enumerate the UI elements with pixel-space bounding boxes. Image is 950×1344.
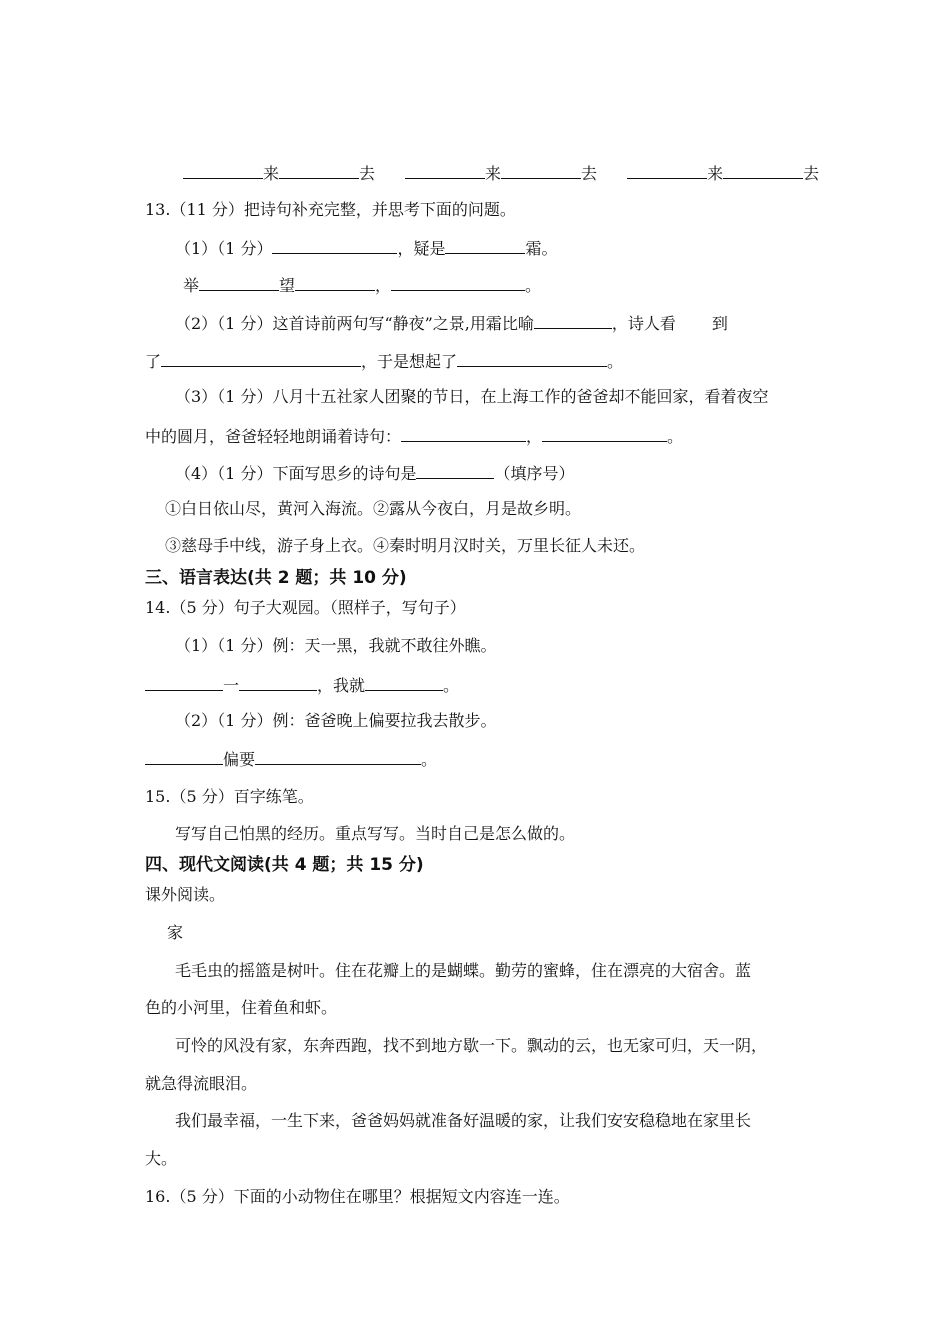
question-text: 一 (223, 676, 240, 695)
answer-blank[interactable] (457, 349, 607, 367)
question-text: 到 (711, 314, 728, 333)
reading-paragraph-2-line-1: 可怜的风没有家，东奔西跑，找不到地方歇一下。飘动的云，也无家可归，天一阴， (175, 1036, 768, 1055)
question-14-part-1-answer (145, 673, 459, 695)
answer-blank[interactable] (161, 349, 361, 367)
question-13-part-1-line-2 (183, 273, 541, 295)
answer-blank[interactable] (199, 273, 279, 291)
answer-blank[interactable] (401, 424, 526, 442)
poem-text: 。 (525, 276, 542, 295)
question-14-title: 14.（5 分）句子大观园。（照样子，写句子） (145, 598, 466, 617)
answer-blank[interactable] (391, 273, 525, 291)
reading-title: 家 (167, 923, 184, 942)
qu-char: 去 (359, 164, 376, 183)
poem-text: 霜。 (525, 239, 558, 258)
poem-text: 举 (183, 276, 200, 295)
question-14-part-2: （2）（1 分）例：爸爸晚上偏要拉我去散步。 (175, 711, 497, 730)
question-13-part-4 (175, 461, 574, 483)
answer-blank[interactable] (183, 161, 263, 179)
section-3-title: 三、语言表达(共 2 题；共 10 分) (145, 568, 407, 588)
reading-paragraph-1-line-2: 色的小河里，住着鱼和虾。 (145, 998, 338, 1017)
question-15-text: 写写自己怕黑的经历。重点写写。当时自己是怎么做的。 (175, 824, 576, 843)
question-13-part-3: （3）（1 分）八月十五社家人团聚的节日，在上海工作的爸爸却不能回家，看着夜空 (175, 387, 769, 406)
question-15-title: 15.（5 分）百字练笔。 (145, 787, 314, 806)
question-13-part-3-line-2 (145, 424, 683, 446)
question-text: ，于是想起了 (361, 352, 458, 371)
answer-blank[interactable] (145, 673, 223, 691)
question-text: （填序号） (494, 464, 575, 483)
answer-blank[interactable] (723, 161, 803, 179)
question-13-part-1 (175, 236, 557, 258)
reading-intro: 课外阅读。 (145, 885, 226, 904)
question-text: 。 (667, 427, 684, 446)
question-13-part-2-line-2 (145, 349, 623, 371)
question-text: ，诗人看 (611, 314, 676, 333)
poem-text: ，疑是 (397, 239, 446, 258)
options-row-2 (165, 535, 645, 557)
answer-blank[interactable] (255, 747, 421, 765)
question-text: 。 (443, 676, 460, 695)
answer-blank[interactable] (145, 747, 223, 765)
poem-text: 望 (279, 276, 296, 295)
question-text: 偏要 (223, 750, 256, 769)
question-text: 。 (421, 750, 438, 769)
section-4-title: 四、现代文阅读(共 4 题；共 15 分) (145, 855, 424, 875)
question-14-part-2-answer (145, 747, 437, 769)
question-13-title: 13.（11 分）把诗句补充完整，并思考下面的问题。 (145, 200, 516, 219)
question-text: （2）（1 分）这首诗前两句写“静夜”之景,用霜比喻 (175, 314, 534, 333)
lai-char: 来 (263, 164, 280, 183)
reading-paragraph-1-line-1: 毛毛虫的摇篮是树叶。住在花瓣上的是蝴蝶。勤劳的蜜蜂，住在漂亮的大宿舍。蓝 (175, 961, 752, 980)
question-text: （4）（1 分）下面写思乡的诗句是 (175, 464, 417, 483)
option-3: ③慈母手中线，游子身上衣。 (165, 536, 374, 555)
answer-blank[interactable] (501, 161, 581, 179)
answer-blank[interactable] (272, 236, 397, 254)
question-13-part-2 (175, 311, 728, 333)
answer-blank[interactable] (239, 673, 317, 691)
qu-char: 去 (581, 164, 598, 183)
answer-blank[interactable] (295, 273, 375, 291)
question-text: 了 (145, 352, 162, 371)
lai-char: 来 (485, 164, 502, 183)
answer-blank[interactable] (279, 161, 359, 179)
question-text: 中的圆月，爸爸轻轻地朗诵着诗句： (145, 427, 402, 446)
fill-row-lai-qu (183, 161, 819, 183)
option-2: ②露从今夜白，月是故乡明。 (373, 499, 582, 518)
part-label: （1）（1 分） (175, 239, 273, 258)
answer-blank[interactable] (445, 236, 525, 254)
answer-blank[interactable] (405, 161, 485, 179)
answer-blank[interactable] (542, 424, 667, 442)
answer-blank[interactable] (365, 673, 443, 691)
answer-blank[interactable] (627, 161, 707, 179)
question-text: ， (526, 427, 543, 446)
option-1: ①白日依山尽，黄河入海流。 (165, 499, 374, 518)
options-row-1 (165, 498, 581, 520)
option-4: ④秦时明月汉时关，万里长征人未还。 (373, 536, 646, 555)
poem-text: ， (375, 276, 392, 295)
question-14-part-1: （1）（1 分）例：天一黑，我就不敢往外瞧。 (175, 636, 497, 655)
reading-paragraph-2-line-2: 就急得流眼泪。 (145, 1074, 258, 1093)
answer-blank[interactable] (416, 461, 494, 479)
reading-paragraph-3-line-2: 大。 (145, 1149, 178, 1168)
question-16-title: 16.（5 分）下面的小动物住在哪里？根据短文内容连一连。 (145, 1187, 570, 1206)
question-text: ，我就 (317, 676, 366, 695)
answer-blank[interactable] (534, 311, 612, 329)
question-text: 。 (607, 352, 624, 371)
qu-char: 去 (803, 164, 820, 183)
lai-char: 来 (707, 164, 724, 183)
reading-paragraph-3-line-1: 我们最幸福，一生下来，爸爸妈妈就准备好温暖的家，让我们安安稳稳地在家里长 (175, 1111, 752, 1130)
